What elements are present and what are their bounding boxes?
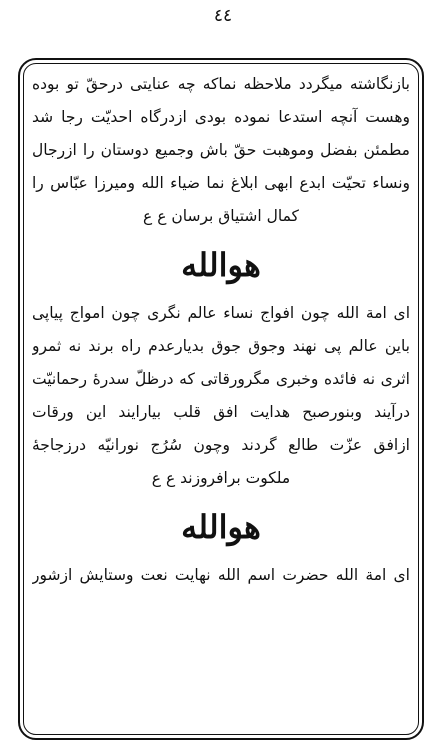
- closing-line: ملکوت برافروزند ع ع: [151, 469, 291, 487]
- text-line: ای امة الله حضرت اسم الله نهایت نعت وستایش ازشور: [32, 566, 410, 584]
- text-line: ونساء تحیّت ابدع ابهی ابلاغ نما ضیاء الله ومیرزا عبّاس را: [32, 174, 410, 192]
- text-frame: [18, 58, 424, 740]
- text-line: وهست آنچه استدعا نموده بودی ازدرگاه احدیّت رجا شد: [32, 108, 410, 126]
- text-line: ازافق عزّت طالع گردند وچون سُرُج نورانیّه درزجاجهٔ: [32, 436, 410, 454]
- huwallah-heading: هوالله: [181, 508, 261, 546]
- text-line: درآیند وبنورصبح هدایت افق قلب بیارایند این ورقات: [32, 403, 410, 421]
- tablet-text: [32, 68, 410, 592]
- text-line: بازنگاشته میگردد ملاحظه نماکه چه عنایتی درحقّ تو بوده: [32, 75, 410, 93]
- closing-line: کمال اشتیاق برسان ع ع: [143, 207, 299, 225]
- text-line: ای امة الله چون افواج نساء عالم نگری چون امواج پیاپی: [32, 304, 410, 322]
- text-line: اثری نه فائده وخبری مگرورقاتی که درظلّ سدرهٔ رحمانیّت: [32, 370, 410, 388]
- page-number: ٤٤: [213, 6, 233, 26]
- huwallah-heading: هوالله: [181, 246, 261, 284]
- text-line: باین عالم پی نهند وجوق جوق بدیارعدم راه برند نه ثمرو: [32, 337, 410, 355]
- text-line: مطمئن بفضل وموهبت حقّ باش وجمیع دوستان را ازرجال: [32, 141, 410, 159]
